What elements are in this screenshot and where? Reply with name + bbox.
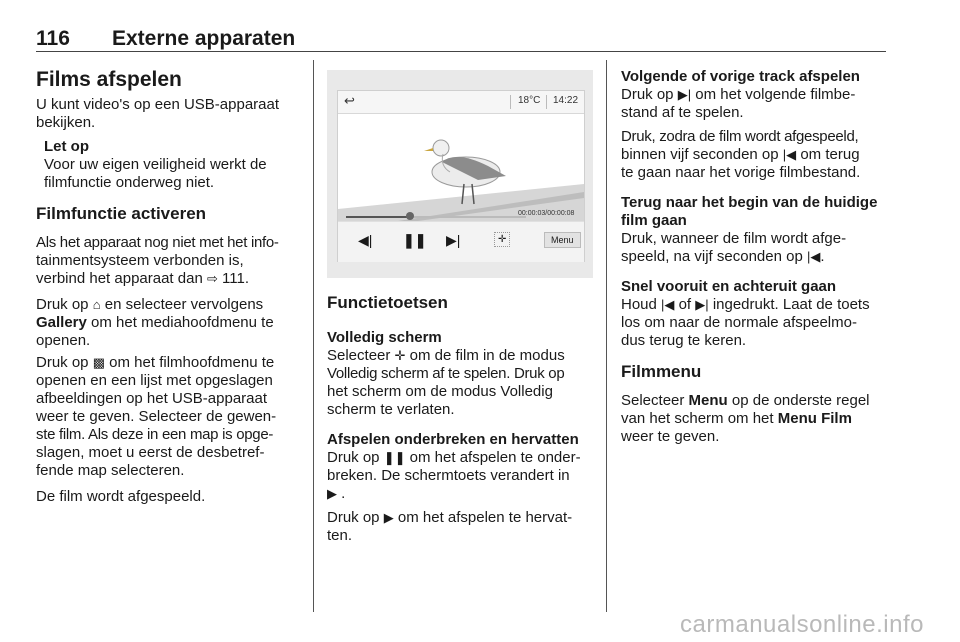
paragraph-line: Als het apparaat nog niet met het info- — [36, 234, 279, 251]
text: van het scherm om het — [621, 410, 774, 427]
paragraph-line: scherm te verlaten. — [327, 401, 455, 418]
paragraph-line: breken. De schermtoets verandert in — [327, 467, 570, 484]
sub-heading: Volgende of vorige track afspelen — [621, 68, 860, 85]
temperature: 18°C — [518, 95, 541, 106]
divider — [546, 95, 547, 109]
paragraph-line: los om naar de normale afspeelmo- — [621, 314, 857, 331]
menu-film-label: Menu Film — [777, 410, 852, 427]
status-bar — [338, 91, 584, 114]
text: Druk op — [327, 509, 380, 526]
note-box — [36, 138, 304, 192]
paragraph-line: het scherm om de modus Volledig — [327, 383, 553, 400]
sub-heading: Volledig scherm — [327, 329, 442, 346]
middle-column — [327, 293, 597, 545]
text: Druk op — [36, 296, 89, 313]
note-title: Let op — [44, 138, 89, 155]
previous-track-button[interactable]: ◀​| — [358, 232, 373, 248]
sub-heading: Afspelen onderbreken en hervatten — [327, 431, 579, 448]
text: om de film in de modus — [409, 347, 565, 364]
text: binnen vijf seconden op — [621, 146, 779, 163]
sub-heading: film gaan — [621, 212, 687, 229]
fullscreen-icon: ✛ — [394, 348, 406, 363]
note-line: filmfunctie onderweg niet. — [44, 174, 215, 191]
text: Druk op — [621, 86, 674, 103]
text: Selecteer — [621, 392, 685, 409]
progress-handle[interactable] — [406, 212, 414, 220]
paragraph-line: dus terug te keren. — [621, 332, 747, 349]
paragraph-line: Volledig scherm af te spelen. Druk op — [327, 365, 565, 382]
intro-line: bekijken. — [36, 114, 96, 131]
text: of — [678, 296, 692, 313]
pause-button[interactable]: ❚❚ — [403, 232, 427, 248]
text: . — [820, 248, 825, 265]
film-icon: ▩ — [92, 355, 105, 370]
text: om het mediahoofdmenu te — [91, 314, 274, 331]
next-icon: ▶| — [677, 87, 692, 102]
paragraph-line: ste film. Als deze in een map is opge- — [36, 426, 274, 443]
seagull-image — [338, 114, 584, 221]
fullscreen-button[interactable]: ✛ — [494, 232, 510, 247]
sub-heading: Snel vooruit en achteruit gaan — [621, 278, 837, 295]
paragraph-line: openen en een lijst met opgeslagen — [36, 372, 273, 389]
paragraph-line: verbind het apparaat dan — [36, 270, 203, 287]
pause-icon: ❚❚ — [383, 450, 406, 465]
paragraph-line: afbeeldingen op het USB-apparaat — [36, 390, 268, 407]
home-icon: ⌂ — [92, 297, 101, 312]
next-track-button[interactable]: ▶| — [446, 232, 461, 248]
text: om terug — [800, 146, 860, 163]
page-header — [36, 27, 886, 51]
note-line: Voor uw eigen veiligheid werkt de — [44, 156, 267, 173]
paragraph-line: fende map selecteren. — [36, 462, 185, 479]
paragraph-line: ten. — [327, 527, 353, 544]
header-rule — [36, 51, 886, 52]
column-divider-left — [313, 60, 314, 612]
menu-label: Menu — [688, 392, 728, 409]
right-column — [621, 68, 891, 446]
text: om het afspelen te onder- — [409, 449, 581, 466]
text: ingedrukt. Laat de toets — [712, 296, 870, 313]
play-icon: ▶ — [327, 486, 337, 501]
play-icon: ▶ — [383, 510, 394, 525]
divider — [510, 95, 511, 109]
progress-fill — [346, 216, 410, 218]
previous-icon: |◀ — [806, 249, 821, 264]
clock: 14:22 — [553, 95, 579, 106]
text: en selecteer vervolgens — [104, 296, 264, 313]
text: om het volgende filmbe- — [695, 86, 856, 103]
paragraph-line: weer te geven. — [621, 428, 720, 445]
elapsed-time: 00:00:03/00:00:08 — [518, 210, 575, 217]
text: om het afspelen te hervat- — [397, 509, 573, 526]
text: Druk op — [327, 449, 380, 466]
text: op de onderste regel — [731, 392, 870, 409]
page-title: Externe apparaten — [112, 27, 296, 50]
paragraph-line: tainmentsysteem verbonden is, — [36, 252, 244, 269]
page-reference: 111. — [222, 270, 250, 287]
sub-heading: Filmfunctie activeren — [36, 204, 207, 223]
text: Druk op — [36, 354, 89, 371]
next-icon: ▶| — [695, 297, 709, 312]
playback-controls — [338, 210, 584, 262]
paragraph-line: stand af te spelen. — [621, 104, 744, 121]
intro-line: U kunt video's op een USB-apparaat — [36, 96, 280, 113]
paragraph-line: slagen, moet u eerst de desbetref- — [36, 444, 265, 461]
back-icon[interactable]: ↩ — [344, 93, 355, 108]
section-heading: Films afspelen — [36, 68, 182, 91]
section-heading: Functietoetsen — [327, 293, 448, 312]
paragraph-line: weer te geven. Selecteer de gewen- — [36, 408, 277, 425]
menu-button[interactable]: Menu — [544, 232, 581, 248]
paragraph-line: Druk, zodra de film wordt afgespeeld, — [621, 128, 859, 145]
paragraph-line: Druk, wanneer de film wordt afge- — [621, 230, 847, 247]
watermark-url: carmanualsonline.info — [680, 611, 924, 638]
previous-icon: |◀ — [661, 297, 675, 312]
text: om het filmhoofdmenu te — [109, 354, 275, 371]
page-number: 116 — [36, 27, 70, 50]
paragraph-line: te gaan naar het vorige filmbestand. — [621, 164, 861, 181]
text: Selecteer — [327, 347, 391, 364]
video-screen — [337, 90, 585, 262]
sub-heading: Terug naar het begin van de huidige — [621, 194, 878, 211]
text: openen. — [36, 332, 91, 349]
previous-icon: |◀ — [782, 147, 797, 162]
text: . — [341, 485, 346, 502]
left-column — [36, 68, 304, 506]
gallery-label: Gallery — [36, 314, 87, 331]
column-divider-right — [606, 60, 607, 612]
section-heading: Filmmenu — [621, 362, 702, 381]
infotainment-screen-figure — [327, 70, 593, 278]
text: Houd — [621, 296, 657, 313]
paragraph-line: De film wordt afgespeeld. — [36, 488, 206, 505]
text: speeld, na vijf seconden op — [621, 248, 803, 265]
page-reference-icon: ⇨ — [206, 271, 218, 286]
